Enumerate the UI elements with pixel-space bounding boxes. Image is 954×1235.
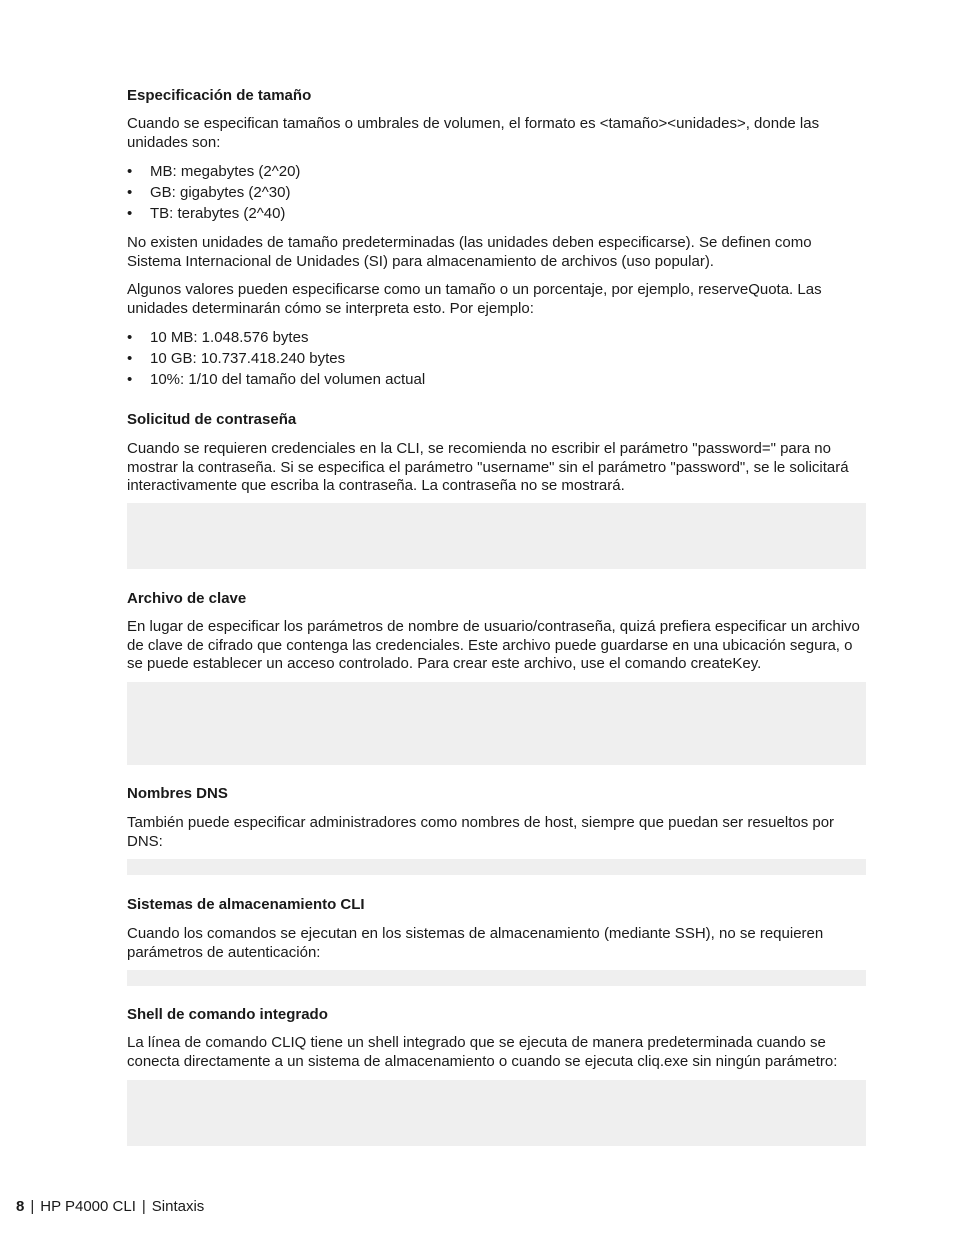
heading-storage-systems: Sistemas de almacenamiento CLI [127, 896, 365, 913]
list-item: • MB: megabytes (2^20) [127, 163, 301, 180]
footer-separator: | [30, 1198, 35, 1215]
heading-integrated-shell: Shell de comando integrado [127, 1006, 328, 1023]
storage-paragraph: Cuando los comandos se ejecutan en los sistemas de almacenamiento (mediante SSH), no se requieren parámetros de autenticación: [127, 925, 824, 961]
page-footer [16, 1198, 204, 1216]
list-item: • GB: gigabytes (2^30) [127, 184, 291, 201]
size-default-units-paragraph: No existen unidades de tamaño predeterminadas (las unidades deben especificarse). Se definen como Sistema Internacional de Unidades (SI) para almacenamiento de archivos (uso popular). [127, 234, 812, 270]
shell-paragraph: La línea de comando CLIQ tiene un shell integrado que se ejecuta de manera predeterminada cuando se conecta directamente a un sistema de almacenamiento o cuando se ejecuta cliq.exe sin ningún parámetro: [127, 1034, 838, 1070]
heading-size-specification: Especificación de tamaño [127, 87, 312, 104]
code-block-dns [127, 859, 866, 875]
code-block-password [127, 503, 866, 569]
list-item: • TB: terabytes (2^40) [127, 205, 286, 222]
heading-password-prompt: Solicitud de contraseña [127, 411, 297, 428]
page-number: 8 [16, 1198, 25, 1215]
list-item: • 10 MB: 1.048.576 bytes [127, 329, 309, 346]
bullet-icon: • [127, 205, 133, 222]
dns-paragraph: También puede especificar administradores como nombres de host, siempre que puedan ser resueltos por DNS: [127, 814, 835, 850]
units-list [127, 161, 300, 224]
size-percentage-paragraph: Algunos valores pueden especificarse como un tamaño o un porcentaje, por ejemplo, reserveQuota. Las unidades determinarán cómo se interpreta esto. Por ejemplo: [127, 281, 822, 317]
size-intro-paragraph: Cuando se especifican tamaños o umbrales de volumen, el formato es <tamaño><unidades>, donde las unidades son: [127, 115, 820, 151]
footer-product: HP P4000 CLI [40, 1198, 136, 1215]
bullet-icon: • [127, 184, 133, 201]
list-item: • 10 GB: 10.737.418.240 bytes [127, 350, 346, 367]
bullet-icon: • [127, 350, 133, 367]
footer-separator: | [141, 1198, 146, 1215]
keyfile-paragraph: En lugar de especificar los parámetros de nombre de usuario/contraseña, quizá prefiera especificar un archivo de clave de cifrado que contenga las credenciales. Este archivo puede guardarse en una ubicación segura, o se puede establecer un acceso controlado. Para crear este archivo, use el comando createKey. [127, 618, 860, 672]
list-item: • 10%: 1/10 del tamaño del volumen actual [127, 371, 426, 388]
footer-section: Sintaxis [151, 1198, 205, 1215]
code-block-keyfile [127, 682, 866, 765]
heading-key-file: Archivo de clave [127, 590, 247, 607]
code-block-shell [127, 1080, 866, 1146]
examples-list [127, 327, 425, 390]
heading-dns-names: Nombres DNS [127, 785, 228, 802]
code-block-storage [127, 970, 866, 986]
bullet-icon: • [127, 329, 133, 346]
password-paragraph: Cuando se requieren credenciales en la CLI, se recomienda no escribir el parámetro "password=" para no mostrar la contraseña. Si se especifica el parámetro "username" sin el parámetro "password", se le solicitará interactivamente que escriba la contraseña. La contraseña no se mostrará. [127, 440, 849, 494]
bullet-icon: • [127, 163, 133, 180]
bullet-icon: • [127, 371, 133, 388]
